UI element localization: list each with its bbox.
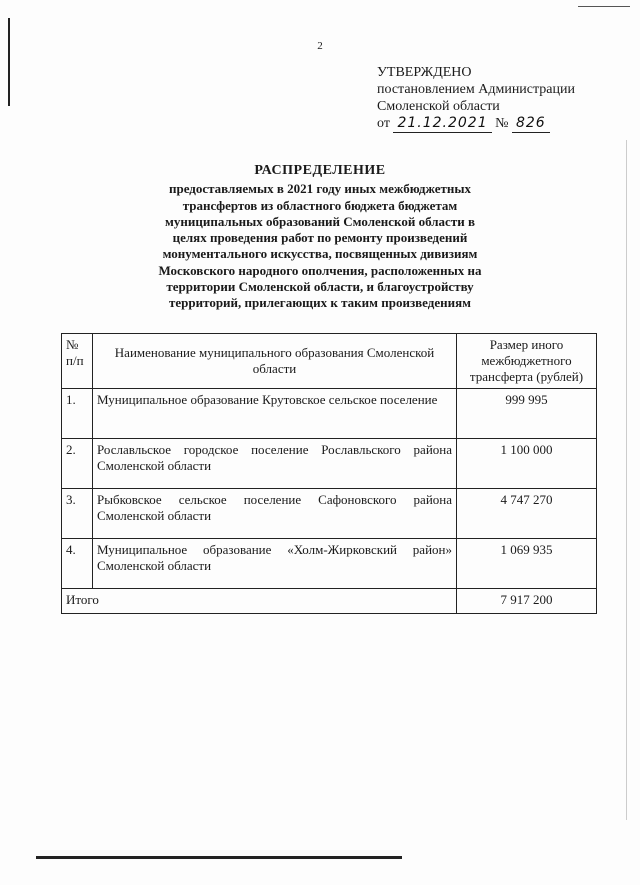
title-line: территорий, прилегающих к таким произведениям [169,295,471,311]
table-row [62,439,597,489]
row-num: 3. [62,489,93,539]
scan-edge-mark [36,856,402,859]
row-name: Муниципальное образование «Холм-Жирковский район» Смоленской области [93,539,457,589]
header-name: Наименование муниципального образования Смоленской области [93,334,457,389]
header-num: № п/п [62,334,93,389]
row-amount: 1 069 935 [457,539,597,589]
title-line: Московского народного ополчения, расположенных на [158,262,482,278]
approval-region: Смоленской области [377,99,500,114]
approval-date: 21.12.2021 [393,115,491,133]
title-line: монументального искусства, посвященных дивизиям [162,246,478,262]
approval-stamp [377,64,575,133]
row-name: Рославльское городское поселение Рославльского района Смоленской области [93,439,457,489]
total-label: Итого [62,589,457,614]
header-amount: Размер иного межбюджетного трансферта (рублей) [457,334,597,389]
row-name: Рыбковское сельское поселение Сафоновского района Смоленской области [93,489,457,539]
number-prefix: № [495,116,509,131]
date-prefix: от [377,116,390,131]
row-amount: 999 995 [457,389,597,439]
document-title [120,163,520,312]
page-number: 2 [317,40,323,52]
distribution-table [61,333,597,614]
row-num: 1. [62,389,93,439]
title-line: территории Смоленской области, и благоустройству [166,279,474,295]
scan-edge-mark [626,140,627,820]
approval-resolution: постановлением Администрации [377,82,575,97]
row-num: 2. [62,439,93,489]
table-row [62,489,597,539]
table-header-row [62,334,597,389]
table-total-row [62,589,597,614]
row-amount: 1 100 000 [457,439,597,489]
title-line: предоставляемых в 2021 году иных межбюджетных [168,181,472,197]
scan-edge-mark [8,18,10,106]
row-amount: 4 747 270 [457,489,597,539]
table-row [62,539,597,589]
title-line: целях проведения работ по ремонту произведений [172,230,468,246]
approval-date-number [377,115,575,133]
document-heading: РАСПРЕДЕЛЕНИЕ [254,163,386,178]
total-amount: 7 917 200 [457,589,597,614]
scan-edge-mark [578,6,630,7]
title-line: трансфертов из областного бюджета бюджетам [182,197,458,213]
table-row [62,389,597,439]
row-name: Муниципальное образование Крутовское сельское поселение [93,389,457,439]
row-num: 4. [62,539,93,589]
title-line: муниципальных образований Смоленской области в [165,213,475,229]
approval-number: 826 [512,115,550,133]
approval-title: УТВЕРЖДЕНО [377,65,472,80]
